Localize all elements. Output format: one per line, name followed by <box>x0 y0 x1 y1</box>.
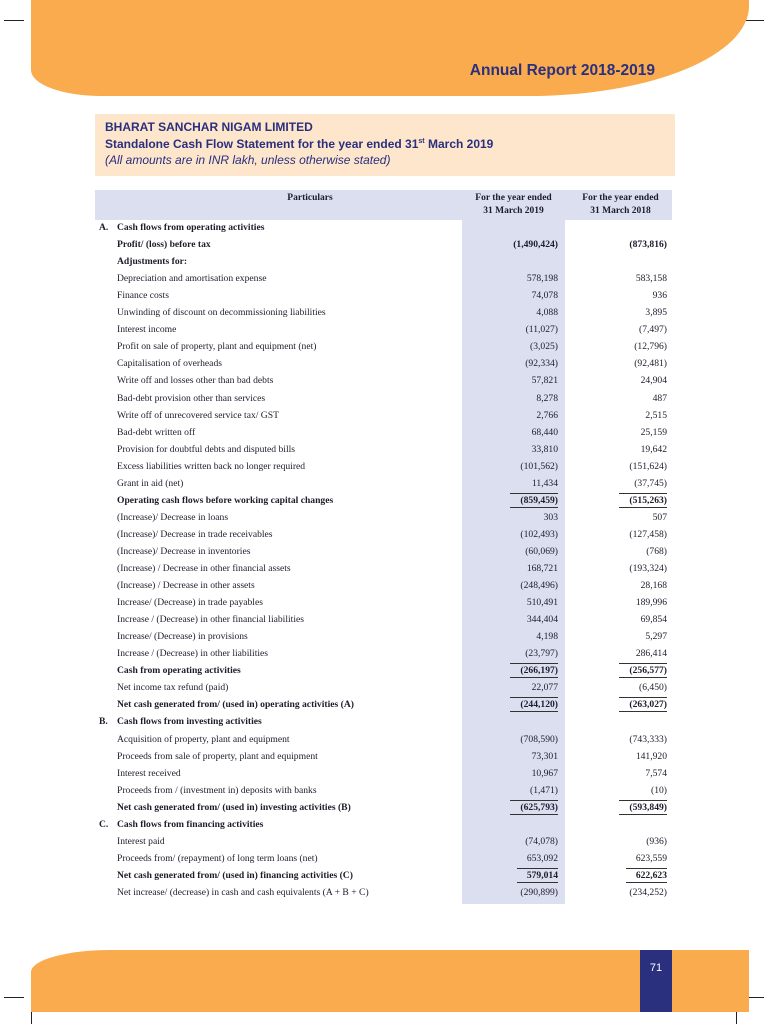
table-row <box>95 868 672 885</box>
column-header-2019-line1: For the year ended <box>475 193 552 203</box>
row-label: Write off of unrecovered service tax/ GST <box>117 410 279 421</box>
column-header-2018-line1: For the year ended <box>582 193 659 203</box>
value-2019: (266,197) <box>510 663 558 678</box>
value-2018: 936 <box>652 290 667 301</box>
value-2019: 22,077 <box>531 682 558 693</box>
row-label: Acquisition of property, plant and equipment <box>117 734 290 745</box>
value-2019: (23,797) <box>525 648 558 659</box>
row-label: Depreciation and amortisation expense <box>117 273 267 284</box>
value-2018: (6,450) <box>639 682 667 693</box>
statement-title-sup: st <box>418 138 425 145</box>
value-2019: 303 <box>543 512 558 523</box>
table-row <box>95 732 672 749</box>
table-row <box>95 783 672 800</box>
value-2019: 4,088 <box>536 307 558 318</box>
table-row <box>95 373 672 390</box>
row-label: (Increase) / Decrease in other assets <box>117 580 255 591</box>
value-2019: 8,278 <box>536 393 558 404</box>
value-2018: (234,252) <box>629 887 667 898</box>
value-2019: 653,092 <box>526 853 558 864</box>
row-prefix: A. <box>99 222 109 233</box>
row-label: Bad-debt provision other than services <box>117 393 266 404</box>
table-row <box>95 271 672 288</box>
value-2019: 33,810 <box>531 444 558 455</box>
row-label: Cash from operating activities <box>117 665 241 676</box>
row-label: Net increase/ (decrease) in cash and cash equivalents (A + B + C) <box>117 887 369 898</box>
value-2018: 141,920 <box>635 751 667 762</box>
report-title: Annual Report 2018-2019 <box>469 62 655 79</box>
row-prefix: B. <box>99 716 108 727</box>
value-2019: 168,721 <box>526 563 558 574</box>
value-2018: 3,895 <box>645 307 667 318</box>
value-2018: (92,481) <box>634 358 667 369</box>
value-2018: (37,745) <box>634 478 667 489</box>
row-label: (Increase)/ Decrease in trade receivables <box>117 529 273 540</box>
value-2018: 69,854 <box>640 614 667 625</box>
value-2019: (248,496) <box>520 580 558 591</box>
table-row <box>95 476 672 493</box>
value-2018: 19,642 <box>640 444 667 455</box>
row-label: Profit on sale of property, plant and equipment (net) <box>117 341 317 352</box>
value-2019: 57,821 <box>531 375 558 386</box>
column-header-particulars: Particulars <box>287 193 333 203</box>
row-prefix: C. <box>99 819 109 830</box>
amounts-note: (All amounts are in INR lakh, unless otherwise stated) <box>105 153 391 167</box>
value-2018: 25,159 <box>640 427 667 438</box>
row-label: Write off and losses other than bad debts <box>117 375 274 386</box>
table-row <box>95 544 672 561</box>
value-2019: 2,766 <box>536 410 558 421</box>
value-2019: 344,404 <box>526 614 558 625</box>
table-row <box>95 766 672 783</box>
table-row <box>95 237 672 254</box>
row-label: Excess liabilities written back no longer required <box>117 461 306 472</box>
table-row <box>95 646 672 663</box>
value-2018: (768) <box>646 546 667 557</box>
value-2019: (859,459) <box>510 493 558 508</box>
page-number: 71 <box>649 962 663 974</box>
value-2018: 7,574 <box>645 768 667 779</box>
value-2018: (593,849) <box>619 800 667 815</box>
crop-mark <box>744 20 764 21</box>
row-label: Interest income <box>117 324 177 335</box>
value-2019: (244,120) <box>510 697 558 712</box>
row-label: Profit/ (loss) before tax <box>117 239 211 250</box>
value-2018: (12,796) <box>634 341 667 352</box>
row-label: Increase / (Decrease) in other financial liabilities <box>117 614 304 625</box>
company-name: BHARAT SANCHAR NIGAM LIMITED <box>105 120 313 134</box>
value-2018: (127,458) <box>629 529 667 540</box>
row-label: (Increase) / Decrease in other financial assets <box>117 563 291 574</box>
row-label: Proceeds from/ (repayment) of long term loans (net) <box>117 853 318 864</box>
table-row <box>95 322 672 339</box>
value-2018: (256,577) <box>619 663 667 678</box>
column-header-2018-line2: 31 March 2018 <box>590 206 651 216</box>
value-2018: (193,324) <box>629 563 667 574</box>
value-2018: (515,263) <box>619 493 667 508</box>
row-label: (Increase)/ Decrease in loans <box>117 512 229 523</box>
statement-title-prefix: Standalone Cash Flow Statement for the year ended 31 <box>105 137 419 151</box>
table-row <box>95 305 672 322</box>
table-row <box>95 629 672 646</box>
value-2018: 189,996 <box>635 597 667 608</box>
table-row <box>95 408 672 425</box>
row-label: Cash flows from financing activities <box>117 819 264 830</box>
header-band <box>31 0 749 96</box>
value-2018: 2,515 <box>645 410 667 421</box>
row-label: Proceeds from / (investment in) deposits with banks <box>117 785 317 796</box>
table-row <box>95 817 672 834</box>
row-label: Net cash generated from/ (used in) operating activities (A) <box>117 699 354 710</box>
row-label: Net cash generated from/ (used in) financing activities (C) <box>117 870 353 881</box>
value-2018: 286,414 <box>635 648 667 659</box>
value-2018: (10) <box>651 785 667 796</box>
table-row <box>95 578 672 595</box>
value-2019: (290,899) <box>520 887 558 898</box>
table-row <box>95 391 672 408</box>
table-row <box>95 749 672 766</box>
row-label: Cash flows from investing activities <box>117 716 262 727</box>
value-2018: (7,497) <box>639 324 667 335</box>
row-label: Grant in aid (net) <box>117 478 184 489</box>
value-2019: (3,025) <box>530 341 558 352</box>
table-row <box>95 220 672 237</box>
column-header-2019-line2: 31 March 2019 <box>483 206 544 216</box>
value-2018: 24,904 <box>640 375 667 386</box>
table-row <box>95 527 672 544</box>
table-row <box>95 834 672 851</box>
row-label: Proceeds from sale of property, plant and equipment <box>117 751 318 762</box>
value-2019: 510,491 <box>526 597 558 608</box>
row-label: Bad-debt written off <box>117 427 196 438</box>
crop-mark <box>4 997 24 998</box>
value-2018: 28,168 <box>640 580 667 591</box>
row-label: Adjustments for: <box>117 256 188 267</box>
column-header-2018 <box>569 192 672 218</box>
table-row <box>95 612 672 629</box>
table-row <box>95 561 672 578</box>
row-label: Provision for doubtful debts and disputed bills <box>117 444 296 455</box>
value-2019: 73,301 <box>531 751 558 762</box>
row-label: Interest received <box>117 768 181 779</box>
row-label: Net income tax refund (paid) <box>117 682 229 693</box>
value-2019: (74,078) <box>525 836 558 847</box>
value-2018: 623,559 <box>635 853 667 864</box>
table-row <box>95 254 672 271</box>
value-2019: 11,434 <box>531 478 558 489</box>
value-2019: 579,014 <box>517 868 558 883</box>
row-label: Unwinding of discount on decommissioning liabilities <box>117 307 326 318</box>
table-row <box>95 595 672 612</box>
value-2018: (263,027) <box>619 697 667 712</box>
value-2019: (625,793) <box>510 800 558 815</box>
row-label: Cash flows from operating activities <box>117 222 265 233</box>
value-2018: 507 <box>652 512 667 523</box>
table-row <box>95 288 672 305</box>
row-label: Increase/ (Decrease) in provisions <box>117 631 248 642</box>
row-label: (Increase)/ Decrease in inventories <box>117 546 251 557</box>
table-row <box>95 459 672 476</box>
value-2018: 622,623 <box>626 868 667 883</box>
value-2019: 10,967 <box>531 768 558 779</box>
table-row <box>95 680 672 697</box>
value-2018: (151,624) <box>629 461 667 472</box>
table-row <box>95 663 672 680</box>
value-2019: (101,562) <box>520 461 558 472</box>
value-2019: (1,490,424) <box>513 239 558 250</box>
value-2019: (708,590) <box>520 734 558 745</box>
table-row <box>95 425 672 442</box>
row-label: Increase / (Decrease) in other liabilities <box>117 648 269 659</box>
page-number-box <box>640 950 672 1012</box>
crop-mark <box>4 20 24 21</box>
table-row <box>95 800 672 817</box>
table-row <box>95 356 672 373</box>
table-row <box>95 493 672 510</box>
table-row <box>95 697 672 714</box>
row-label: Operating cash flows before working capital changes <box>117 495 334 506</box>
table-row <box>95 885 672 902</box>
value-2019: 578,198 <box>526 273 558 284</box>
value-2019: (92,334) <box>525 358 558 369</box>
table-row <box>95 442 672 459</box>
value-2018: 583,158 <box>635 273 667 284</box>
table-row <box>95 851 672 868</box>
value-2018: (936) <box>646 836 667 847</box>
table-row <box>95 510 672 527</box>
value-2019: (102,493) <box>520 529 558 540</box>
column-header-2019 <box>462 192 565 218</box>
value-2018: 487 <box>652 393 667 404</box>
statement-title <box>105 137 493 151</box>
value-2019: 4,198 <box>536 631 558 642</box>
row-label: Increase/ (Decrease) in trade payables <box>117 597 263 608</box>
value-2019: (60,069) <box>525 546 558 557</box>
value-2018: 5,297 <box>645 631 667 642</box>
value-2019: (11,027) <box>525 324 558 335</box>
value-2019: (1,471) <box>530 785 558 796</box>
row-label: Net cash generated from/ (used in) investing activities (B) <box>117 802 351 813</box>
value-2018: (743,333) <box>629 734 667 745</box>
value-2018: (873,816) <box>629 239 667 250</box>
value-2019: 74,078 <box>531 290 558 301</box>
row-label: Interest paid <box>117 836 165 847</box>
table-row <box>95 714 672 731</box>
row-label: Capitalisation of overheads <box>117 358 222 369</box>
value-2019: 68,440 <box>531 427 558 438</box>
statement-title-suffix: March 2019 <box>424 137 494 151</box>
table-row <box>95 339 672 356</box>
row-label: Finance costs <box>117 290 169 301</box>
